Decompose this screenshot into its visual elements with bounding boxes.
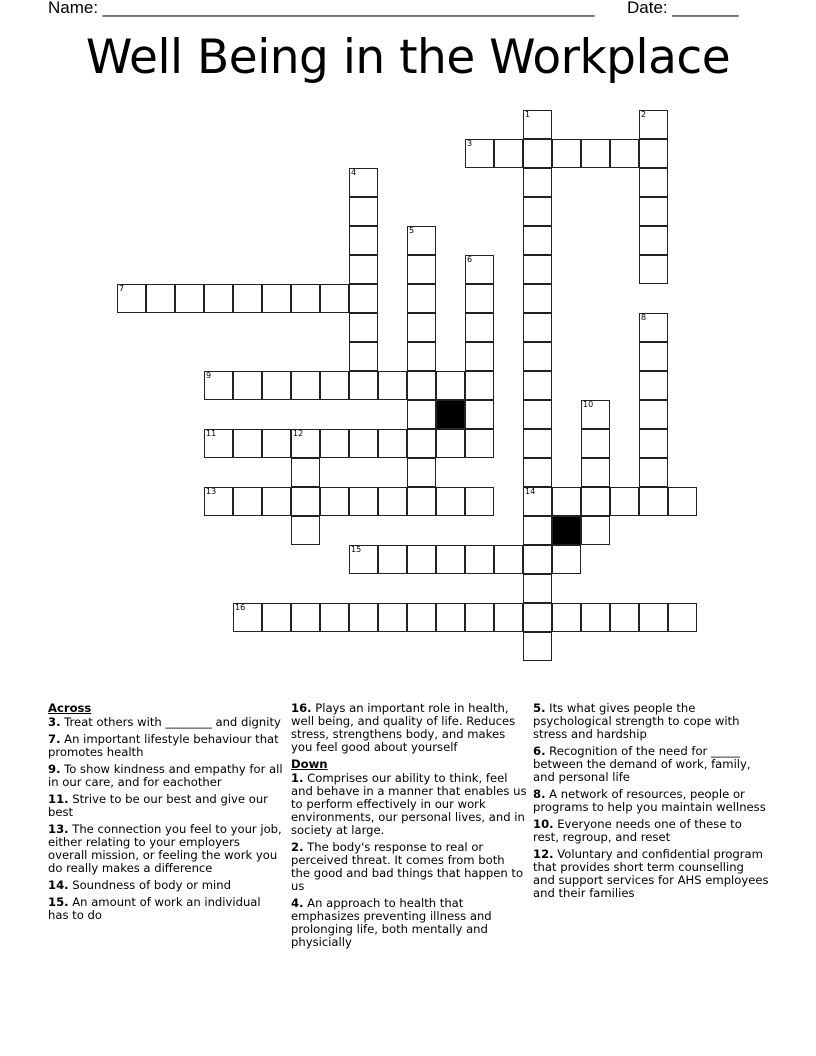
crossword-cell[interactable]: [639, 313, 668, 342]
crossword-cell[interactable]: [378, 603, 407, 632]
clue-text: Recognition of the need for _____ between the demand of work, family, and personal life: [533, 744, 751, 784]
clue-text: Treat others with ________ and dignity: [64, 715, 281, 729]
crossword-cell[interactable]: [639, 342, 668, 371]
crossword-cell[interactable]: [378, 487, 407, 516]
crossword-cell[interactable]: [610, 603, 639, 632]
crossword-cell[interactable]: [523, 371, 552, 400]
crossword-cell[interactable]: [349, 168, 378, 197]
crossword-cell[interactable]: [523, 400, 552, 429]
clue-number-label: 8: [641, 313, 647, 322]
crossword-cell[interactable]: [523, 226, 552, 255]
crossword-cell[interactable]: [204, 284, 233, 313]
clue-number-label: 9: [206, 371, 212, 380]
crossword-cell[interactable]: [465, 371, 494, 400]
crossword-cell[interactable]: [146, 284, 175, 313]
crossword-cell[interactable]: [407, 603, 436, 632]
clue-number-label: 6: [467, 255, 473, 264]
clue-number: 6.: [533, 744, 546, 758]
crossword-cell[interactable]: [581, 139, 610, 168]
clue-number-label: 2: [641, 110, 647, 119]
crossword-cell[interactable]: [320, 284, 349, 313]
crossword-cell[interactable]: [349, 284, 378, 313]
clue-down-12: [533, 848, 769, 900]
clue-text: An amount of work an individual has to do: [48, 895, 261, 922]
crossword-cell[interactable]: [639, 371, 668, 400]
crossword-cell[interactable]: [668, 487, 697, 516]
crossword-cell[interactable]: [262, 487, 291, 516]
crossword-cell[interactable]: [639, 139, 668, 168]
crossword-cell[interactable]: [639, 487, 668, 516]
crossword-cell[interactable]: [581, 603, 610, 632]
crossword-cell[interactable]: [233, 429, 262, 458]
crossword-cell[interactable]: [291, 458, 320, 487]
clue-number-label: 1: [525, 110, 531, 119]
clue-text: Soundness of body or mind: [72, 878, 231, 892]
crossword-cell[interactable]: [552, 545, 581, 574]
clues-column-2: [291, 702, 527, 953]
crossword-cell[interactable]: [610, 487, 639, 516]
down-heading: Down: [291, 757, 328, 771]
clue-text: An approach to health that emphasizes preventing illness and prolonging life, both mentally and physicially: [291, 896, 492, 949]
crossword-cell[interactable]: [233, 603, 262, 632]
crossword-cell[interactable]: [407, 458, 436, 487]
clue-across-9: [48, 763, 283, 789]
name-field-label: Name: ____________________________________________________: [48, 0, 595, 17]
clue-text: Plays an important role in health, well being, and quality of life. Reduces stress, strengthens body, and makes you feel good about yourself: [291, 701, 516, 754]
crossword-cell[interactable]: [465, 400, 494, 429]
clue-number: 14.: [48, 878, 69, 892]
clue-number-label: 15: [351, 545, 362, 554]
clue-down-1: [291, 772, 527, 837]
clue-across-7: [48, 733, 283, 759]
crossword-cell[interactable]: [407, 313, 436, 342]
crossword-cell[interactable]: [436, 429, 465, 458]
clue-number-label: 16: [235, 603, 246, 612]
crossword-cell[interactable]: [639, 197, 668, 226]
crossword-cell[interactable]: [349, 371, 378, 400]
crossword-cell[interactable]: [523, 284, 552, 313]
clue-across-3: [48, 716, 283, 729]
crossword-cell[interactable]: [378, 371, 407, 400]
crossword-cell[interactable]: [639, 603, 668, 632]
page-title: Well Being in the Workplace: [85, 30, 731, 85]
crossword-cell[interactable]: [523, 429, 552, 458]
crossword-cell[interactable]: [523, 545, 552, 574]
crossword-cell[interactable]: [465, 139, 494, 168]
clue-number: 15.: [48, 895, 69, 909]
clue-number-label: 12: [293, 429, 304, 438]
crossword-cell[interactable]: [233, 284, 262, 313]
clue-number-label: 4: [351, 168, 357, 177]
crossword-cell[interactable]: [117, 284, 146, 313]
clue-text: An important lifestyle behaviour that promotes health: [48, 732, 279, 759]
clue-text: A network of resources, people or programs to help you maintain wellness: [533, 787, 766, 814]
crossword-cell[interactable]: [523, 487, 552, 516]
clue-down-2: [291, 841, 527, 893]
clue-number: 11.: [48, 792, 69, 806]
clue-number-label: 7: [119, 284, 125, 293]
crossword-cell[interactable]: [291, 516, 320, 545]
clue-number: 4.: [291, 896, 304, 910]
crossword-cell[interactable]: [465, 255, 494, 284]
crossword-cell[interactable]: [262, 284, 291, 313]
crossword-cell[interactable]: [349, 429, 378, 458]
clue-text: Voluntary and confidential program that provides short term counselling and support services for AHS employees and their families: [533, 847, 769, 900]
crossword-cell[interactable]: [204, 429, 233, 458]
across-heading: Across: [48, 701, 92, 715]
clue-text: Strive to be our best and give our best: [48, 792, 268, 819]
crossword-cell[interactable]: [233, 371, 262, 400]
crossword-cell[interactable]: [494, 139, 523, 168]
crossword-cell[interactable]: [291, 429, 320, 458]
crossword-cell[interactable]: [523, 342, 552, 371]
clue-text: The body's response to real or perceived threat. It comes from both the good and bad things that happen to us: [291, 840, 524, 893]
crossword-cell[interactable]: [465, 284, 494, 313]
crossword-cell[interactable]: [175, 284, 204, 313]
crossword-cell[interactable]: [349, 197, 378, 226]
clue-number: 12.: [533, 847, 554, 861]
crossword-cell[interactable]: [262, 429, 291, 458]
crossword-cell[interactable]: [407, 371, 436, 400]
crossword-cell[interactable]: [581, 487, 610, 516]
crossword-cell[interactable]: [523, 139, 552, 168]
crossword-cell[interactable]: [523, 516, 552, 545]
crossword-cell[interactable]: [407, 545, 436, 574]
crossword-cell[interactable]: [523, 110, 552, 139]
crossword-cell[interactable]: [523, 197, 552, 226]
crossword-cell[interactable]: [494, 545, 523, 574]
crossword-cell[interactable]: [349, 545, 378, 574]
crossword-cell[interactable]: [320, 487, 349, 516]
crossword-cell[interactable]: [552, 487, 581, 516]
crossword-cell[interactable]: [436, 545, 465, 574]
crossword-cell[interactable]: [407, 400, 436, 429]
crossword-cell[interactable]: [581, 458, 610, 487]
clue-across-14: [48, 879, 283, 892]
crossword-cell[interactable]: [407, 429, 436, 458]
crossword-cell[interactable]: [320, 429, 349, 458]
clue-across-13: [48, 823, 283, 875]
crossword-cell[interactable]: [552, 603, 581, 632]
crossword-cell[interactable]: [639, 458, 668, 487]
crossword-cell[interactable]: [552, 139, 581, 168]
crossword-cell[interactable]: [262, 603, 291, 632]
crossword-cell[interactable]: [523, 168, 552, 197]
clue-number: 7.: [48, 732, 61, 746]
date-field-label: Date: _______: [627, 0, 739, 17]
crossword-cell[interactable]: [349, 313, 378, 342]
crossword-cell[interactable]: [581, 429, 610, 458]
crossword-cell[interactable]: [320, 603, 349, 632]
crossword-cell[interactable]: [407, 226, 436, 255]
clue-number-label: 10: [583, 400, 594, 409]
crossword-cell[interactable]: [465, 487, 494, 516]
crossword-cell[interactable]: [378, 545, 407, 574]
clue-number-label: 11: [206, 429, 217, 438]
crossword-cell[interactable]: [523, 632, 552, 661]
crossword-cell[interactable]: [349, 603, 378, 632]
clue-text: Its what gives people the psychological strength to cope with stress and hardship: [533, 701, 740, 741]
crossword-cell[interactable]: [436, 487, 465, 516]
crossword-cell[interactable]: [465, 313, 494, 342]
blocked-cell: [552, 516, 581, 545]
crossword-cell[interactable]: [407, 255, 436, 284]
crossword-cell[interactable]: [320, 371, 349, 400]
crossword-cell[interactable]: [465, 429, 494, 458]
crossword-cell[interactable]: [581, 516, 610, 545]
clue-number: 2.: [291, 840, 304, 854]
crossword-cell[interactable]: [639, 400, 668, 429]
crossword-cell[interactable]: [639, 168, 668, 197]
clue-across-15: [48, 896, 283, 922]
crossword-cell[interactable]: [436, 603, 465, 632]
clue-number-label: 14: [525, 487, 536, 496]
crossword-cell[interactable]: [639, 110, 668, 139]
crossword-cell[interactable]: [349, 226, 378, 255]
clue-down-4: [291, 897, 527, 949]
clue-number: 8.: [533, 787, 546, 801]
clue-number-label: 5: [409, 226, 415, 235]
crossword-cell[interactable]: [349, 487, 378, 516]
clue-number-label: 13: [206, 487, 217, 496]
clue-text: To show kindness and empathy for all in our care, and for eachother: [48, 762, 283, 789]
crossword-cell[interactable]: [523, 574, 552, 603]
crossword-cell[interactable]: [204, 371, 233, 400]
crossword-cell[interactable]: [639, 255, 668, 284]
crossword-cell[interactable]: [262, 371, 291, 400]
clues-column-1: [48, 702, 283, 926]
clue-down-10: [533, 818, 769, 844]
clue-down-5: [533, 702, 769, 741]
clue-text: Comprises our ability to think, feel and behave in a manner that enables us to perform effectively in our work environments, our personal lives, and in society at large.: [291, 771, 527, 837]
clue-text: The connection you feel to your job, either relating to your employers overall mission, or feeling the work you do really makes a difference: [48, 822, 282, 875]
crossword-cell[interactable]: [465, 342, 494, 371]
crossword-cell[interactable]: [523, 255, 552, 284]
crossword-cell[interactable]: [494, 603, 523, 632]
clue-number-label: 3: [467, 139, 473, 148]
crossword-cell[interactable]: [523, 603, 552, 632]
clue-across-11: [48, 793, 283, 819]
clue-number: 13.: [48, 822, 69, 836]
crossword-cell[interactable]: [639, 226, 668, 255]
crossword-cell[interactable]: [465, 603, 494, 632]
clue-number: 3.: [48, 715, 61, 729]
crossword-cell[interactable]: [349, 342, 378, 371]
clues-column-3: [533, 702, 769, 904]
crossword-cell[interactable]: [407, 342, 436, 371]
blocked-cell: [436, 400, 465, 429]
crossword-cell[interactable]: [291, 284, 320, 313]
crossword-cell[interactable]: [233, 487, 262, 516]
crossword-cell[interactable]: [407, 284, 436, 313]
crossword-cell[interactable]: [465, 545, 494, 574]
clue-across-16: [291, 702, 527, 754]
clue-number: 1.: [291, 771, 304, 785]
crossword-cell[interactable]: [668, 603, 697, 632]
clue-number: 10.: [533, 817, 554, 831]
crossword-cell[interactable]: [523, 313, 552, 342]
crossword-cell[interactable]: [523, 458, 552, 487]
crossword-cell[interactable]: [378, 429, 407, 458]
clue-number: 16.: [291, 701, 312, 715]
clue-number: 9.: [48, 762, 61, 776]
crossword-cell[interactable]: [407, 487, 436, 516]
clue-number: 5.: [533, 701, 546, 715]
crossword-cell[interactable]: [639, 429, 668, 458]
crossword-cell[interactable]: [349, 255, 378, 284]
clue-text: Everyone needs one of these to rest, regroup, and reset: [533, 817, 742, 844]
clue-down-6: [533, 745, 769, 784]
crossword-cell[interactable]: [436, 371, 465, 400]
crossword-cell[interactable]: [581, 400, 610, 429]
crossword-cell[interactable]: [291, 371, 320, 400]
crossword-cell[interactable]: [204, 487, 233, 516]
crossword-cell[interactable]: [291, 487, 320, 516]
crossword-cell[interactable]: [610, 139, 639, 168]
crossword-cell[interactable]: [291, 603, 320, 632]
clue-down-8: [533, 788, 769, 814]
